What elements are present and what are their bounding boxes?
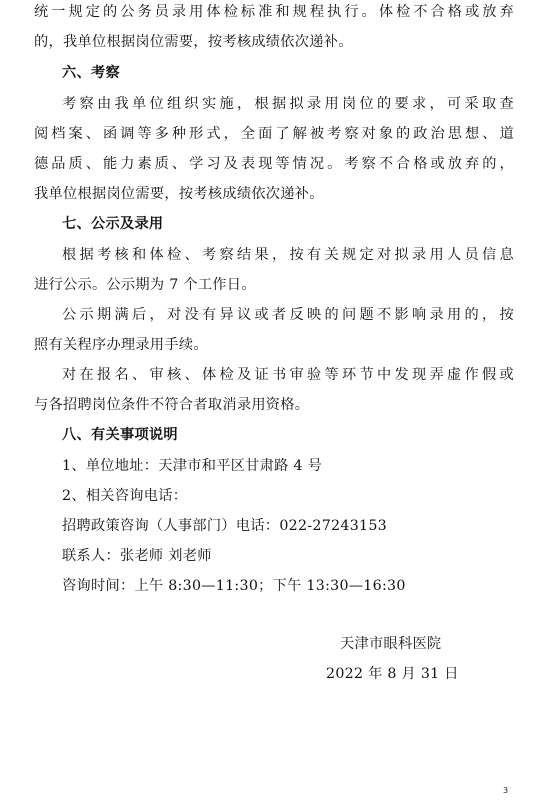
section-heading: 六、考察: [62, 65, 120, 81]
policy-phone-line: 招聘政策咨询（人事部门）电话：022-27243153: [62, 518, 387, 534]
section-heading: 七、公示及录用: [62, 216, 164, 232]
body-text-line: 进行公示。公示期为 7 个工作日。: [34, 277, 256, 293]
body-text-line: 与各招聘岗位条件不符合者取消录用资格。: [34, 397, 310, 413]
body-text-line: 我单位根据岗位需要，按考核成绩依次递补。: [34, 186, 324, 202]
signature-organization: 天津市眼科医院: [340, 636, 442, 652]
contacts-line: 联系人：张老师 刘老师: [62, 548, 212, 564]
body-text-line: 照有关程序办理录用手续。: [34, 337, 208, 353]
body-text-line: 考察由我单位组织实施，根据拟录用岗位的要求，可采取查: [62, 96, 514, 112]
signature-date: 2022 年 8 月 31 日: [326, 666, 459, 682]
hours-line: 咨询时间：上午 8:30—11:30；下午 13:30—16:30: [62, 578, 406, 594]
body-text-line: 统一规定的公务员录用体检标准和规程执行。体检不合格或放弃: [34, 4, 514, 20]
page-number: 3: [503, 786, 509, 795]
body-text-line: 公示期满后，对没有异议或者反映的问题不影响录用的，按: [62, 307, 514, 323]
body-text-line: 德品质、能力素质、学习及表现等情况。考察不合格或放弃的，: [34, 156, 514, 172]
address-line: 1、单位地址：天津市和平区甘肃路 4 号: [62, 458, 323, 474]
body-text-line: 对在报名、审核、体检及证书审验等环节中发现弄虚作假或: [62, 367, 514, 383]
body-text-line: 阅档案、函调等多种形式，全面了解被考察对象的政治思想、道: [34, 126, 514, 142]
section-heading: 八、有关事项说明: [62, 427, 178, 443]
body-text-line: 根据考核和体检、考察结果，按有关规定对拟录用人员信息: [62, 247, 514, 263]
phone-title-line: 2、相关咨询电话：: [62, 488, 188, 504]
body-text-line: 的，我单位根据岗位需要，按考核成绩依次递补。: [34, 34, 353, 50]
